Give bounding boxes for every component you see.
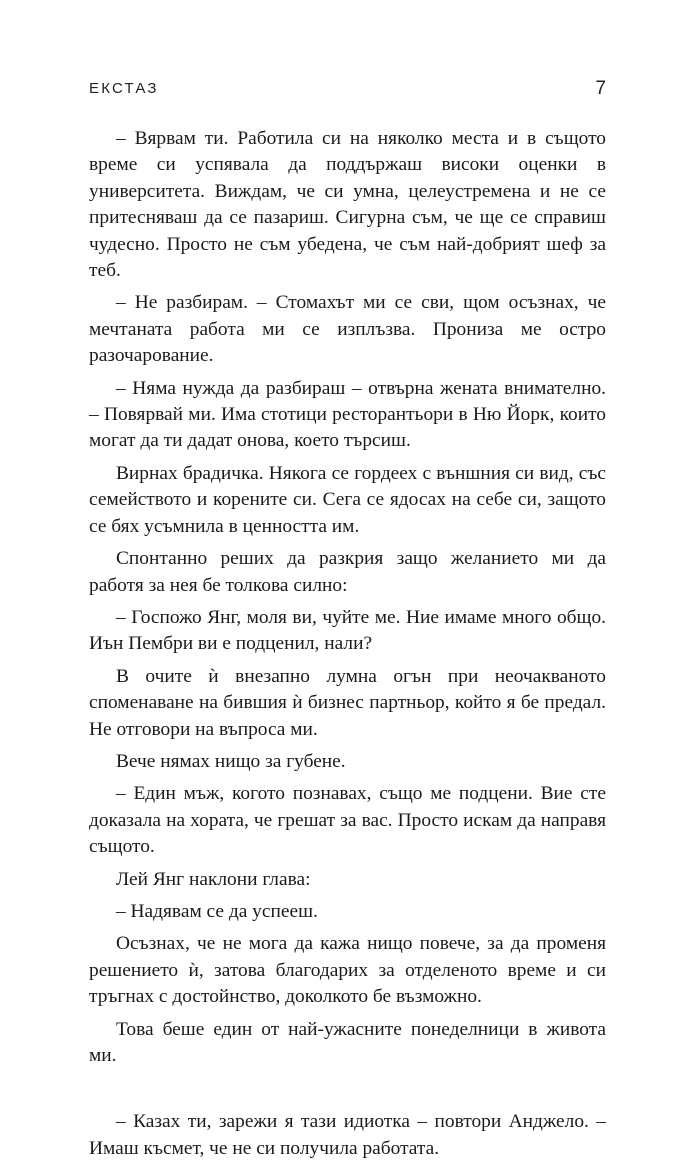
paragraph: – Надявам се да успееш. [116,900,318,922]
paragraph: В очите ѝ внезапно лумна огън при неочакваното споменаване на бившия ѝ бизнес партньор, който я бе предал. Не отговори на въпроса ми. [89,665,606,740]
paragraph: Вече нямах нищо за губене. [116,750,346,772]
scene-break [89,1069,606,1109]
paragraph: Спонтанно реших да разкрия защо желанието ми да работя за нея бе толкова силно: [89,548,606,596]
paragraph: – Един мъж, когото познавах, също ме подцени. Вие сте доказала на хората, че грешат за вас. Просто искам да направя същото. [89,783,606,858]
page-number: 7 [595,78,606,99]
paragraph: Осъзнах, че не мога да кажа нищо повече, за да променя решението ѝ, затова благодарих за отделеното време и си тръгнах с достойнство, доколкото бе възможно. [89,933,606,1008]
paragraph: – Госпожо Янг, моля ви, чуйте ме. Ние имаме много общо. Иън Пембри ви е подценил, нали? [89,606,606,655]
paragraph: – Не разбирам. – Стомахът ми се сви, щом осъзнах, че мечтаната работа ми се изплъзва. Прониза ме остро разочарование. [89,292,606,367]
running-header [89,80,606,104]
paragraph: Лей Янг наклони глава: [116,868,311,890]
paragraph: – Вярвам ти. Работила си на няколко места и в същото време си успявала да поддържаш високи оценки в университета. Виждам, че си умна, целеустремена и не се притесняваш да се пазариш. Сигурна съм, че ще се справиш чудесно. Просто не съм убедена, че съм най-добрият шеф за теб. [89,128,606,282]
book-title: ЕКСТАЗ [89,80,159,97]
paragraph: Вирнах брадичка. Някога се гордеех с външния си вид, със семейството и корените си. Сега се ядосах на себе си, защото се бях усъмнила в ценността им. [89,462,606,537]
body-text [89,126,606,1168]
paragraph: Това беше един от най-ужасните понеделници в живота ми. [89,1018,606,1066]
paragraph: – Казах ти, зарежи я тази идиотка – повтори Анджело. – Имаш късмет, че не си получила работата. [89,1111,606,1159]
paragraph: – Няма нужда да разбираш – отвърна жената внимателно. – Повярвай ми. Има стотици ресторантьори в Ню Йорк, които могат да ти дадат онова, което търсиш. [89,377,606,452]
